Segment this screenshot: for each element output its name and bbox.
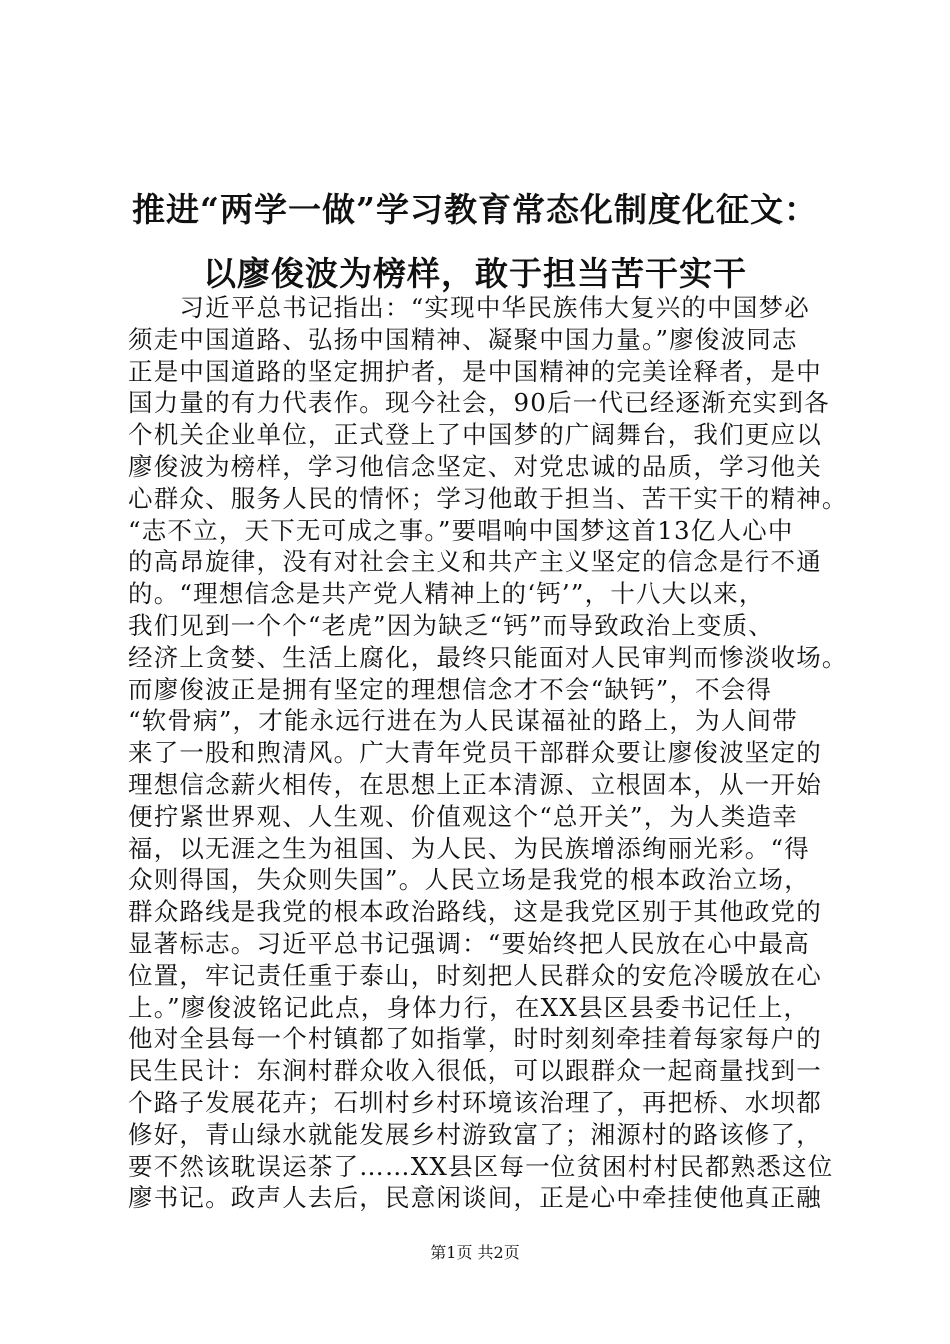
document-title-line-1: 推进“两学一做”学习教育常态化制度化征文： [132, 190, 818, 229]
body-line: 显著标志。习近平总书记强调：“要始终把人民放在心中最高 [128, 928, 810, 958]
body-line: 便拧紧世界观、人生观、价值观这个“总开关”，为人类造幸 [128, 801, 798, 831]
body-line: 须走中国道路、弘扬中国精神、凝聚中国力量。”廖俊波同志 [128, 324, 798, 354]
body-line: 我们见到一个个“老虎”因为缺乏“钙”而导致政治上变质、 [128, 610, 774, 640]
body-line: 民生民计：东涧村群众收入很低，可以跟群众一起商量找到一 [128, 1056, 822, 1086]
body-line: 位置，牢记责任重于泰山，时刻把人民群众的安危冷暖放在心 [128, 960, 822, 990]
body-line: 理想信念薪火相传，在思想上正本清源、立根固本，从一开始 [128, 769, 822, 799]
page-number-footer: 第1页 共2页 [430, 1243, 520, 1262]
body-line: 国力量的有力代表作。现今社会，90后一代已经逐渐充实到各 [128, 388, 830, 418]
body-line: “志不立，天下无可成之事。”要唱响中国梦这首13亿人心中 [128, 515, 794, 545]
body-line: “软骨病”，才能永远行进在为人民谋福祉的路上，为人间带 [128, 706, 798, 736]
body-line: 心群众、服务人民的情怀；学习他敢于担当、苦干实干的精神。 [128, 483, 848, 513]
body-line: 上。”廖俊波铭记此点，身体力行，在XX县区县委书记任上， [128, 992, 810, 1022]
body-line: 的高昂旋律，没有对社会主义和共产主义坚定的信念是行不通 [128, 547, 822, 577]
body-line: 福，以无涯之生为祖国、为人民、为民族增添绚丽光彩。“得 [128, 833, 810, 863]
body-line: 来了一股和煦清风。广大青年党员干部群众要让廖俊波坚定的 [128, 738, 822, 768]
body-line: 而廖俊波正是拥有坚定的理想信念才不会“缺钙”，不会得 [128, 674, 773, 704]
body-line: 廖俊波为榜样，学习他信念坚定、对党忠诚的品质，学习他关 [128, 451, 822, 481]
body-line: 要不然该耽误运茶了……XX县区每一位贫困村村民都熟悉这位 [128, 1151, 834, 1181]
body-line: 个路子发展花卉；石圳村乡村环境该治理了，再把桥、水坝都 [128, 1087, 822, 1117]
body-line: 他对全县每一个村镇都了如指掌，时时刻刻牵挂着每家每户的 [128, 1024, 822, 1054]
body-line: 修好，青山绿水就能发展乡村游致富了；湘源村的路该修了， [128, 1119, 822, 1149]
body-line: 正是中国道路的坚定拥护者，是中国精神的完美诠释者，是中 [128, 356, 822, 386]
body-line: 廖书记。政声人去后，民意闲谈间，正是心中牵挂使他真正融 [128, 1183, 822, 1213]
document-title-line-2: 以廖俊波为榜样，敢于担当苦干实干 [203, 254, 747, 293]
body-paragraph [128, 292, 848, 1214]
body-line: 习近平总书记指出：“实现中华民族伟大复兴的中国梦必 [128, 293, 810, 322]
body-line: 群众路线是我党的根本政治路线，这是我党区别于其他政党的 [128, 897, 822, 927]
body-line: 个机关企业单位，正式登上了中国梦的广阔舞台，我们更应以 [128, 420, 822, 450]
body-line: 经济上贪婪、生活上腐化，最终只能面对人民审判而惨淡收场。 [128, 642, 848, 672]
body-line: 的。“理想信念是共产党人精神上的‘钙’”，十八大以来， [128, 579, 765, 609]
body-line: 众则得国，失众则失国”。人民立场是我党的根本政治立场， [128, 865, 810, 895]
